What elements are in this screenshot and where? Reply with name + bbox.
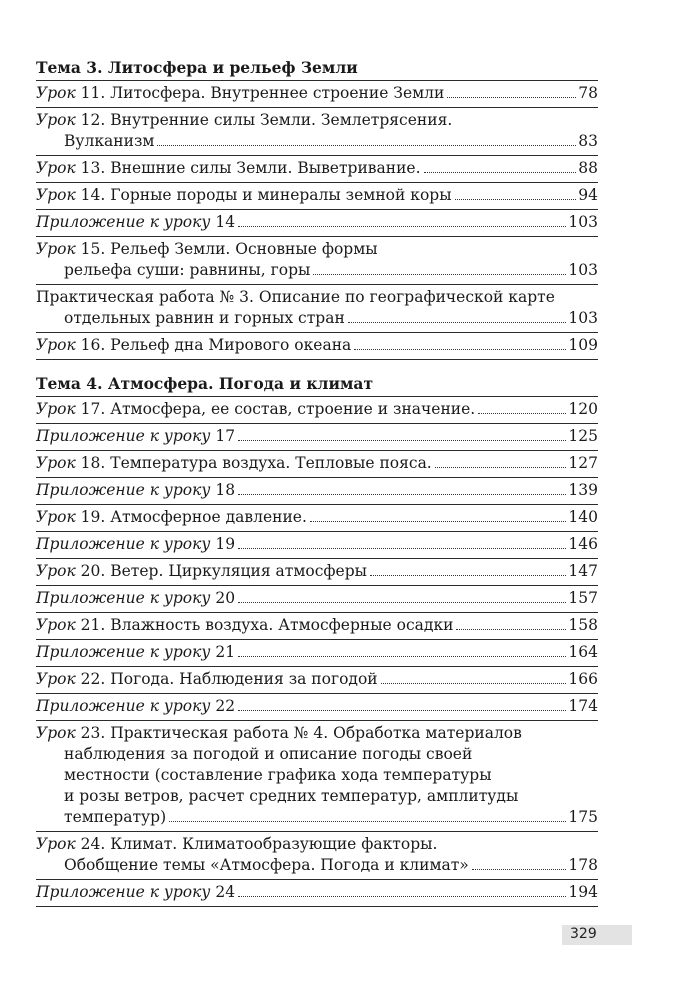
entry-prefix: Приложение к уроку xyxy=(36,535,211,553)
entry-prefix: Урок xyxy=(36,508,76,526)
toc-entry[interactable] xyxy=(36,396,598,423)
section-heading: Тема 4. Атмосфера. Погода и климат xyxy=(36,374,374,393)
toc-section xyxy=(36,58,598,360)
entry-prefix: Приложение к уроку xyxy=(36,697,211,715)
dot-leader xyxy=(238,494,566,495)
entry-page-number: 103 xyxy=(568,213,598,231)
entry-title-line: 11. Литосфера. Внутреннее строение Земли xyxy=(80,84,445,102)
toc-entry[interactable] xyxy=(36,236,598,284)
entry-prefix: Урок xyxy=(36,454,76,472)
entry-page-number: 125 xyxy=(568,427,598,445)
toc-entry[interactable] xyxy=(36,284,598,332)
toc-entry[interactable] xyxy=(36,209,598,236)
entry-title-line: 22 xyxy=(215,697,236,715)
entry-title-line: местности (составление графика хода температуры xyxy=(64,766,492,784)
dot-leader xyxy=(238,710,566,711)
toc-entry-list xyxy=(36,80,598,360)
toc-entry[interactable] xyxy=(36,531,598,558)
toc-entry[interactable] xyxy=(36,504,598,531)
entry-title-line: 16. Рельеф дна Мирового океана xyxy=(80,336,352,354)
entry-page-number: 164 xyxy=(568,643,598,661)
entry-prefix: Урок xyxy=(36,724,76,742)
entry-page-number: 147 xyxy=(568,562,598,580)
toc-entry[interactable] xyxy=(36,182,598,209)
dot-leader xyxy=(381,683,567,684)
entry-title-line: 17 xyxy=(215,427,236,445)
dot-leader xyxy=(313,274,566,275)
entry-prefix: Приложение к уроку xyxy=(36,643,211,661)
entry-page-number: 83 xyxy=(578,132,598,150)
dot-leader xyxy=(169,821,566,822)
toc-entry[interactable] xyxy=(36,80,598,107)
entry-prefix: Урок xyxy=(36,84,76,102)
page-number-box xyxy=(562,925,632,945)
entry-page-number: 175 xyxy=(568,808,598,826)
toc-entry-list xyxy=(36,396,598,907)
dot-leader xyxy=(455,199,577,200)
dot-leader xyxy=(456,629,566,630)
entry-prefix: Урок xyxy=(36,616,76,634)
entry-page-number: 158 xyxy=(568,616,598,634)
toc-entry[interactable] xyxy=(36,107,598,155)
toc-section xyxy=(36,374,598,907)
entry-prefix: Урок xyxy=(36,400,76,418)
entry-page-number: 194 xyxy=(568,883,598,901)
dot-leader xyxy=(310,521,567,522)
entry-title-line: 18. Температура воздуха. Тепловые пояса. xyxy=(80,454,432,472)
entry-prefix: Урок xyxy=(36,186,76,204)
entry-page-number: 174 xyxy=(568,697,598,715)
toc-entry[interactable] xyxy=(36,879,598,907)
entry-page-number: 109 xyxy=(568,336,598,354)
dot-leader xyxy=(447,97,576,98)
dot-leader xyxy=(238,226,566,227)
entry-title-line: 22. Погода. Наблюдения за погодой xyxy=(80,670,378,688)
entry-title-line: Обобщение темы «Атмосфера. Погода и климат» xyxy=(64,856,469,874)
entry-prefix: Приложение к уроку xyxy=(36,213,211,231)
toc-entry[interactable] xyxy=(36,831,598,879)
entry-page-number: 88 xyxy=(578,159,598,177)
entry-prefix: Урок xyxy=(36,336,76,354)
entry-page-number: 94 xyxy=(578,186,598,204)
toc-entry[interactable] xyxy=(36,720,598,831)
dot-leader xyxy=(238,896,566,897)
dot-leader xyxy=(370,575,566,576)
toc-entry[interactable] xyxy=(36,155,598,182)
toc-entry[interactable] xyxy=(36,332,598,360)
entry-title-line: температур) xyxy=(64,808,167,826)
dot-leader xyxy=(424,172,577,173)
entry-title-line: 19 xyxy=(215,535,236,553)
entry-title-line: 14. Горные породы и минералы земной коры xyxy=(80,186,452,204)
entry-page-number: 78 xyxy=(578,84,598,102)
table-of-contents xyxy=(36,58,598,921)
toc-entry[interactable] xyxy=(36,558,598,585)
entry-title-line: наблюдения за погодой и описание погоды своей xyxy=(64,745,473,763)
entry-title-line: отдельных равнин и горных стран xyxy=(64,309,345,327)
entry-title-line: 21. Влажность воздуха. Атмосферные осадки xyxy=(80,616,454,634)
entry-title-line: 21 xyxy=(215,643,236,661)
dot-leader xyxy=(238,656,566,657)
entry-title-line: 18 xyxy=(215,481,236,499)
dot-leader xyxy=(348,322,567,323)
entry-title-line: 19. Атмосферное давление. xyxy=(80,508,307,526)
entry-page-number: 103 xyxy=(568,309,598,327)
dot-leader xyxy=(478,413,566,414)
entry-title-line: Вулканизм xyxy=(64,132,155,150)
toc-entry[interactable] xyxy=(36,612,598,639)
entry-title-line: 14 xyxy=(215,213,236,231)
entry-title-line: 17. Атмосфера, ее состав, строение и значение. xyxy=(80,400,476,418)
entry-page-number: 139 xyxy=(568,481,598,499)
entry-page-number: 178 xyxy=(568,856,598,874)
entry-title-line: 24. Климат. Климатообразующие факторы. xyxy=(80,835,438,853)
dot-leader xyxy=(238,440,566,441)
entry-page-number: 146 xyxy=(568,535,598,553)
toc-entry[interactable] xyxy=(36,477,598,504)
entry-page-number: 157 xyxy=(568,589,598,607)
entry-page-number: 166 xyxy=(568,670,598,688)
dot-leader xyxy=(354,349,566,350)
entry-prefix: Приложение к уроку xyxy=(36,883,211,901)
entry-prefix: Приложение к уроку xyxy=(36,427,211,445)
entry-title-line: 23. Практическая работа № 4. Обработка материалов xyxy=(80,724,522,742)
entry-page-number: 120 xyxy=(568,400,598,418)
entry-title-line: 20 xyxy=(215,589,236,607)
entry-prefix: Урок xyxy=(36,240,76,258)
dot-leader xyxy=(238,602,566,603)
entry-title-line: 20. Ветер. Циркуляция атмосферы xyxy=(80,562,367,580)
entry-prefix: Приложение к уроку xyxy=(36,589,211,607)
entry-page-number: 140 xyxy=(568,508,598,526)
section-heading: Тема 3. Литосфера и рельеф Земли xyxy=(36,58,358,77)
entry-prefix: Урок xyxy=(36,111,76,129)
toc-entry[interactable] xyxy=(36,585,598,612)
entry-page-number: 103 xyxy=(568,261,598,279)
entry-prefix: Урок xyxy=(36,835,76,853)
page-number: 329 xyxy=(570,926,597,942)
toc-entry[interactable] xyxy=(36,450,598,477)
toc-entry[interactable] xyxy=(36,666,598,693)
toc-entry[interactable] xyxy=(36,639,598,666)
toc-entry[interactable] xyxy=(36,423,598,450)
entry-title-line: 13. Внешние силы Земли. Выветривание. xyxy=(80,159,421,177)
entry-prefix: Урок xyxy=(36,159,76,177)
dot-leader xyxy=(472,869,567,870)
entry-title-line: 15. Рельеф Земли. Основные формы xyxy=(80,240,378,258)
entry-page-number: 127 xyxy=(568,454,598,472)
toc-entry[interactable] xyxy=(36,693,598,720)
entry-title-line: Практическая работа № 3. Описание по географической карте xyxy=(36,288,555,306)
dot-leader xyxy=(157,145,576,146)
dot-leader xyxy=(238,548,566,549)
entry-prefix: Урок xyxy=(36,562,76,580)
entry-title-line: 24 xyxy=(215,883,236,901)
entry-title-line: рельефа суши: равнины, горы xyxy=(64,261,311,279)
entry-prefix: Урок xyxy=(36,670,76,688)
entry-prefix: Приложение к уроку xyxy=(36,481,211,499)
dot-leader xyxy=(435,467,567,468)
entry-title-line: и розы ветров, расчет средних температур, амплитуды xyxy=(64,787,519,805)
entry-title-line: 12. Внутренние силы Земли. Землетрясения. xyxy=(80,111,453,129)
